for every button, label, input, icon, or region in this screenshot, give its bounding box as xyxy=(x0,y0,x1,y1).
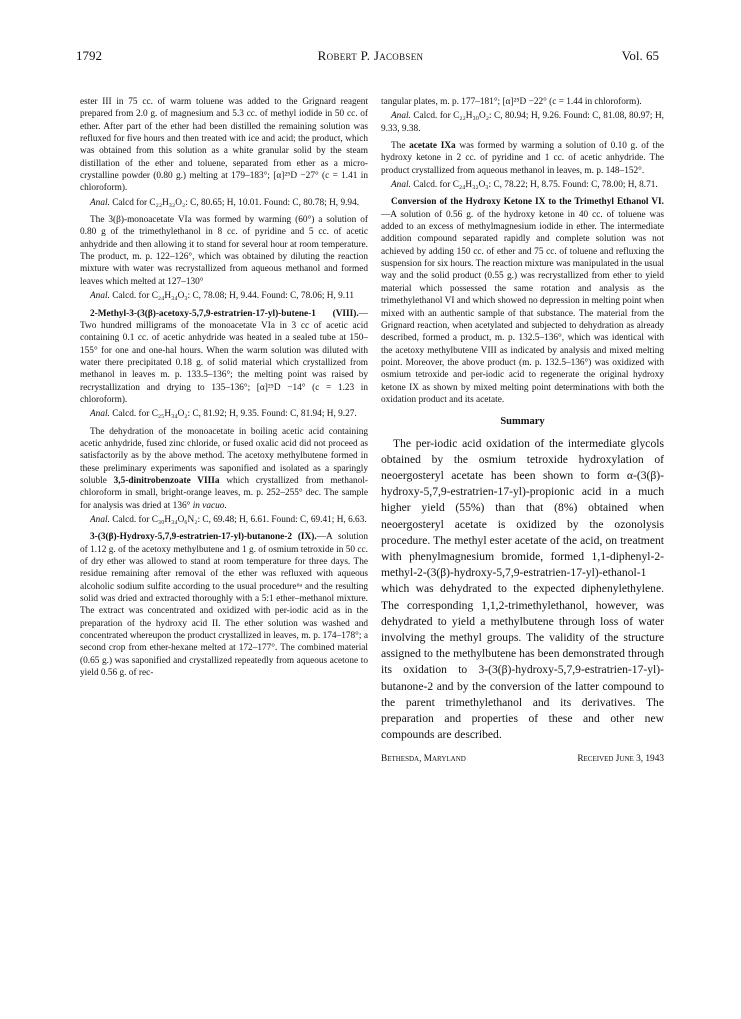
paragraph-butanone xyxy=(80,531,368,679)
paragraph-continued: tangular plates, m. p. 177–181°; [α]²⁵D −22° (c = 1.44 in chloroform). xyxy=(381,97,642,107)
paragraph-text: —A solution of 1.12 g. of the acetoxy methylbutene and 1 g. of osmium tetroxide in 50 cc. of dry ether was allowed to stand at room temperature for three days. The residue remaining after removal of the ether was refluxed with aqueous alcoholic sodium sulfite according to the usual procedure⁶ᵃ and the resulting solid was dried and extracted thoroughly with a 5:1 ether–methanol mixture. The extract was concentrated and oxidized with per-iodic acid as in the preparation of the hydroxy acid II. The ether solution was washed and concentrated whereupon the product crystallized in leaves, m. p. 174–178°; a second crop from ether-hexane melted at 172–177°. The combined material (0.65 g.) was saponified and crystallized repeatedly from aqueous acetone to yield 0.56 g. of rec- xyxy=(80,532,368,679)
paragraph-dehydration xyxy=(80,426,368,512)
analysis-line xyxy=(381,179,664,191)
anal-label: Anal. xyxy=(391,180,411,191)
compound-heading: 2-Methyl-3-(3(β)-acetoxy-5,7,9-estratrien-17-yl)-butene-1 (VIII). xyxy=(90,308,359,319)
paragraph-methylbutene xyxy=(80,308,368,407)
footer-location: Bethesda, Maryland xyxy=(381,754,466,765)
anal-values: Calcd. for C₃₀H₃₄O₆N₂: C, 69.48; H, 6.61. Found: C, 69.41; H, 6.63. xyxy=(112,515,367,525)
compound-heading: 3-(3(β)-Hydroxy-5,7,9-estratrien-17-yl)-butanone-2 (IX). xyxy=(90,532,317,543)
compound-heading: Conversion of the Hydroxy Ketone IX to the Trimethyl Ethanol VI. xyxy=(391,197,664,208)
anal-values: Calcd. for C₂₄H₃₄O₃: C, 78.08; H, 9.44. Found: C, 78.06; H, 9.11 xyxy=(112,291,355,302)
anal-values: Calcd. for C₂₅H₃₄O₂: C, 81.92; H, 9.35. Found: C, 81.94; H, 9.27. xyxy=(112,409,357,420)
summary-text: The per-iodic acid oxidation of the intermediate glycols obtained by the osmium tetroxide hydroxylation of neoergosteryl acetate has been shown to form α-(3(β)-hydroxy-5,7,9-estratrien-17-yl)-propionic acid in a much higher yield (55%) than that (8%) obtained when neoergosteryl acetate is oxidized by the ozonolysis procedure. The methyl ester acetate of the acid, on treatment with phenylmagnesium bromide, formed 1,1-diphenyl-2-methyl-2-(3(β)-hydroxy-5,7,9-estratrien-17-yl)-ethanol-1 which was dehydrated to the expected diphenylethylene. The corresponding 1,1,2-trimethylethanol, however, was dehydrated to yield a methylbutene through loss of water involving the methyl groups. The validity of the structure assigned to the methylbutene has been demonstrated through its oxidation to 3-(3(β)-hydroxy-5,7,9-estratrien-17-yl)-butanone-2 and by the conversion of the latter compound to the parent trimethylethanol and its derivatives. The preparation and properties of these and other new compounds are described. xyxy=(381,436,664,742)
paragraph-text: —A solution of 0.56 g. of the hydroxy ketone in 40 cc. of toluene was added to an excess of methylmagnesium iodide in ether. The intermediate addition compound separated rapidly and complete solution was not achieved by adding 150 cc. of ether and 75 cc. of toluene and refluxing the suspension for six hours. The reaction mixture was manipulated in the usual way and the solid product (0.55 g.) was recrystallized from ether to yield material which possessed the same rotation and analysis as the trimethylethanol VI and which showed no depression in melting point when mixed with an authentic sample of that substance. The material from the Grignard reaction, when acetylated and subjected to dehydration as already described, formed a product, m. p. 132.5–136°, which was identical with the acetoxy methylbutene VIII as indicated by analysis and mixed melting point. Moreover, the above product (m. p. 132.5–136°) was oxidized with osmium tetroxide and per-iodic acid to regenerate the original hydroxy ketone IX as shown by mixed melting point determinations with both the oxidation product and its acetate. xyxy=(381,209,664,405)
compound-name: acetate IXa xyxy=(409,141,456,152)
analysis-line xyxy=(80,197,368,209)
paragraph-monoacetate: The 3(β)-monoacetate VIa was formed by warming (60°) a solution of 0.80 g of the trimethylethanol in 8 cc. of pyridine and 5 cc. of acetic anhydride and then allowing it to stand for several hour at room temperature. The product, m. p. 122–126°, which was obtained by diluting the reaction mixture with water was recrystallized from aqueous methanol and formed leaves which melted at 127–130° xyxy=(80,215,368,287)
volume-label: Vol. 65 xyxy=(621,48,659,63)
italic-term: in vacuo. xyxy=(192,500,227,511)
footer-received-date: Received June 3, 1943 xyxy=(577,754,664,765)
running-head-author: Robert P. Jacobsen xyxy=(317,48,424,63)
anal-label: Anal. xyxy=(90,291,110,302)
analysis-line xyxy=(80,514,368,526)
paragraph-text: was formed by warming a solution of 0.10 g. of the hydroxy ketone in 2 cc. of pyridine and 1 cc. of acetic anhydride. The product crystallized from aqueous methanol in leaves, m. p. 148–152°. xyxy=(381,141,664,176)
page-number: 1792 xyxy=(76,48,102,63)
analysis-line xyxy=(80,408,368,420)
article-footer xyxy=(381,753,664,765)
anal-label: Anal. xyxy=(90,515,110,525)
anal-label: Anal. xyxy=(391,111,411,122)
paragraph-conversion xyxy=(381,196,664,406)
anal-label: Anal. xyxy=(90,197,110,208)
analysis-line xyxy=(80,290,368,302)
paragraph-acetate xyxy=(381,140,664,177)
right-column xyxy=(381,96,664,766)
compound-name: 3,5-dinitrobenzoate VIIIa xyxy=(113,475,220,486)
paragraph-continued: ester III in 75 cc. of warm toluene was added to the Grignard reagent prepared from 2.0 g. of magnesium and 5.3 cc. of methyl iodide in 50 cc. of ether. After part of the ether had been distilled the remaining solution was refluxed for five hours and then treated with ice and acid; the product, which was obtained from this solution as a white granular solid by the steam distillation of the ether and toluene, separated from ether as a micro-crystalline powder (0.80 g.) melting at 179–183°; [α]²⁵D −27° (c = 1.41 in chloroform). xyxy=(80,97,368,194)
analysis-line xyxy=(381,110,664,135)
left-column xyxy=(80,96,368,681)
paragraph-text: The dehydration of the monoacetate in boiling acetic acid containing acetic anhydride, fused zinc chloride, or fused oxalic acid did not proceed as satisfactorily as by the above method. The acetoxy methylbutene formed in these preliminary experiments was saponified and isolated as a sparingly soluble xyxy=(80,426,368,486)
paragraph-text: The xyxy=(391,141,406,152)
paragraph-text: —Two hundred milligrams of the monoacetate VIa in 3 cc of acetic acid containing 0.1 cc. of acetic anhydride was heated in a sealed tube at 150–155° for one and one-hal hours. When the warm solution was diluted with water there precipitated 0.18 g. of solid material which crystallized from methanol in leaves m. p. 133.5–136°; the melting point was raised by recrystallization and drying to 135–136°; [α]²⁵D −14° (c = 1.23 in chloroform). xyxy=(80,308,368,405)
anal-values: Calcd. for C₂₄H₃₂O₃: C, 78.22; H, 8.75. Found: C, 78.00; H, 8.71. xyxy=(413,180,658,191)
summary-heading: Summary xyxy=(500,416,545,428)
anal-values: Calcd for C₂₂H₃₂O₂: C, 80.65; H, 10.01. Found: C, 80.78; H, 9.94. xyxy=(112,197,360,208)
anal-values: Calcd. for C₂₂H₃₀O₂: C, 80.94; H, 9.26. Found: C, 81.08, 80.97; H, 9.33, 9.38. xyxy=(381,111,664,134)
anal-label: Anal. xyxy=(90,409,110,420)
paragraph-text: which crystallized from methanol-chloroform in small, bright-orange leaves, m. p. 252–255° dec. The sample for analysis was dried at 136° xyxy=(80,475,369,511)
